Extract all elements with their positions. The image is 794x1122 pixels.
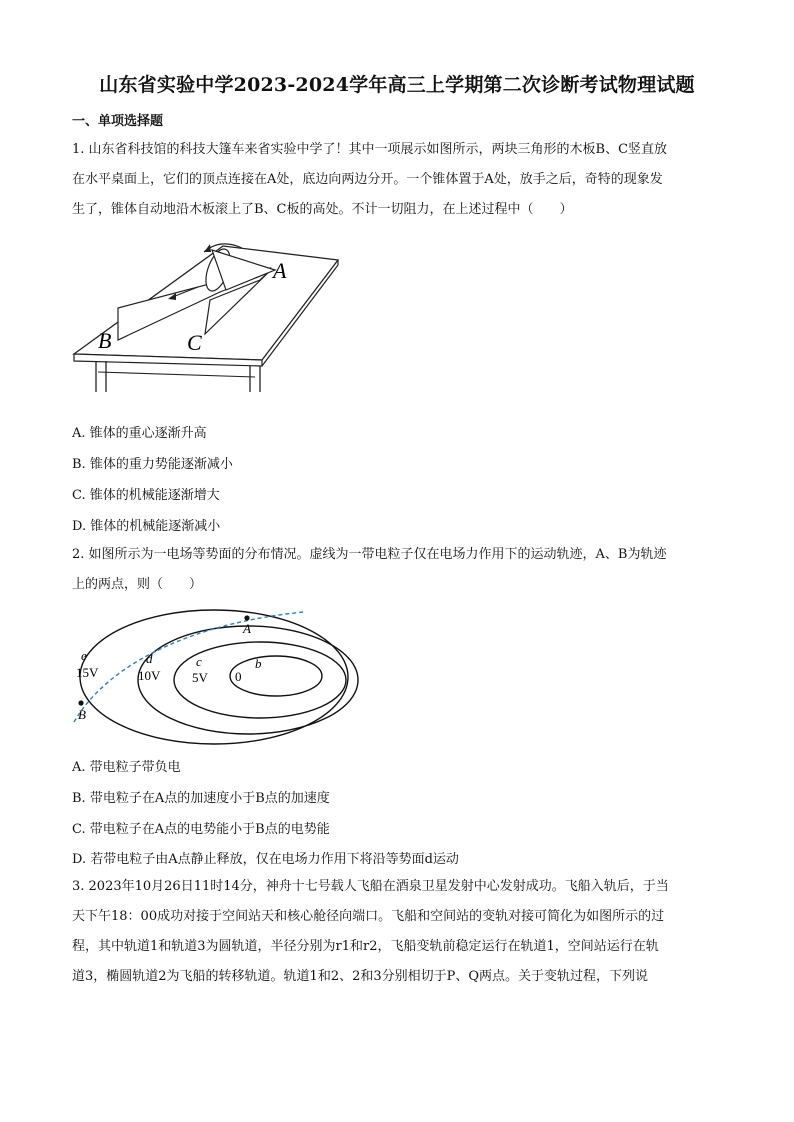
- label-e: e: [81, 648, 87, 663]
- question-1-option-a: A. 锥体的重心逐渐升高: [72, 426, 207, 441]
- label-c-voltage: 5V: [192, 670, 208, 685]
- point-a: [244, 615, 249, 620]
- label-a: A: [273, 258, 287, 283]
- question-1-stem: [72, 135, 722, 225]
- page-title: 山东省实验中学2023-2024学年高三上学期第二次诊断考试物理试题: [99, 74, 695, 96]
- question-2-stem: [72, 540, 722, 600]
- question-3-line: 天下午18：00成功对接于空间站天和核心舱径向端口。飞船和空间站的变轨对接可简化为如图所示的过: [72, 909, 665, 924]
- point-b: [78, 700, 83, 705]
- point-b-label: B: [78, 707, 86, 722]
- section-heading: 一、单项选择题: [72, 114, 164, 129]
- question-3-line: 3. 2023年10月26日11时14分，神舟十七号载人飞船在酒泉卫星发射中心发射成功。飞船入轨后，于当: [72, 879, 669, 894]
- question-2-line: 2. 如图所示为一电场等势面的分布情况。虚线为一带电粒子仅在电场力作用下的运动轨迹，A、B为轨迹: [72, 547, 667, 562]
- label-c: C: [187, 330, 202, 355]
- question-1-line: 生了，锥体自动地沿木板滚上了B、C板的高处。不计一切阻力，在上述过程中（ ）: [72, 202, 573, 217]
- question-3-line: 道3，椭圆轨道2为飞船的转移轨道。轨道1和2、2和3分别相切于P、Q两点。关于变轨过程，下列说: [72, 969, 649, 984]
- question-1-option-c: C. 锥体的机械能逐渐增大: [72, 488, 220, 503]
- cone-ramp-figure: [70, 232, 350, 397]
- question-1-option-d: D. 锥体的机械能逐渐减小: [72, 519, 221, 534]
- label-d-voltage: 10V: [138, 668, 161, 683]
- trajectory-line: [74, 612, 304, 722]
- label-d: d: [146, 651, 153, 666]
- question-2-option-d: D. 若带电粒子由A点静止释放，仅在电场力作用下将沿等势面d运动: [72, 852, 459, 867]
- question-3-line: 程，其中轨道1和轨道3为圆轨道，半径分别为r1和r2，飞船变轨前稳定运行在轨道1，空间站运行在轨: [72, 939, 659, 954]
- question-3-stem: [72, 872, 722, 992]
- question-2-line: 上的两点，则（ ）: [72, 577, 203, 592]
- label-b-voltage: 0: [235, 669, 242, 684]
- equipotential-e: [80, 610, 348, 744]
- label-e-voltage: 15V: [76, 665, 99, 680]
- question-2-option-c: C. 带电粒子在A点的电势能小于B点的电势能: [72, 822, 330, 837]
- question-1-line: 在水平桌面上，它们的顶点连接在A处，底边向两边分开。一个锥体置于A处，放手之后，奇特的现象发: [72, 172, 663, 187]
- label-b: B: [98, 328, 112, 353]
- equipotential-figure: [70, 600, 370, 750]
- label-c: c: [196, 654, 202, 669]
- question-2-option-b: B. 带电粒子在A点的加速度小于B点的加速度: [72, 791, 330, 806]
- point-a-label: A: [243, 621, 251, 636]
- question-1-option-b: B. 锥体的重力势能逐渐减小: [72, 457, 233, 472]
- label-b: b: [255, 656, 262, 671]
- question-2-option-a: A. 带电粒子带负电: [72, 760, 181, 775]
- question-1-line: 1. 山东省科技馆的科技大篷车来省实验中学了！其中一项展示如图所示，两块三角形的木板B、C竖直放: [72, 142, 668, 157]
- equipotential-b: [230, 656, 322, 696]
